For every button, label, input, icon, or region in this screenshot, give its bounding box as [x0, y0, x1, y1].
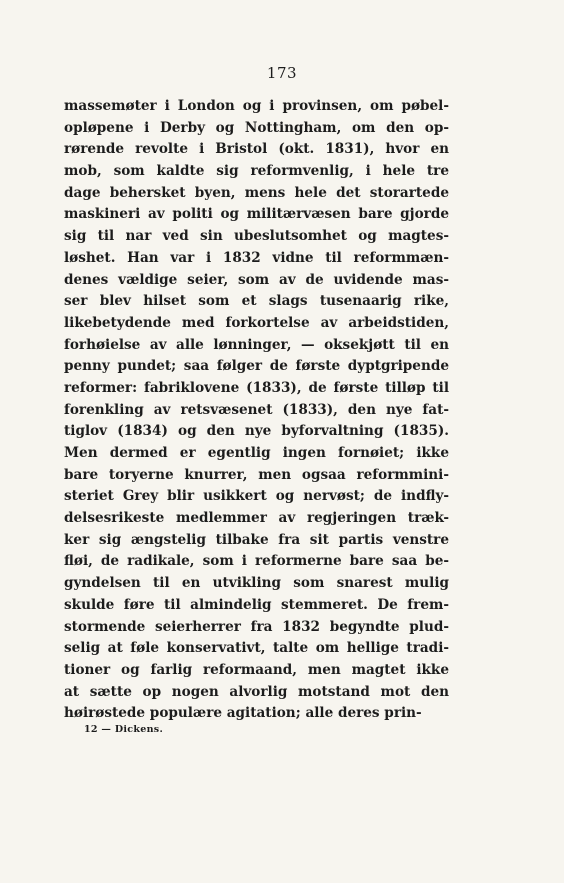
text-line: massemøter i London og i provinsen, om pøbel-	[64, 98, 449, 114]
text-line: mob, som kaldte sig reformvenlig, i hele tre	[64, 163, 449, 180]
text-line: delsesrikeste medlemmer av regjeringen træk-	[64, 510, 449, 527]
body-text	[64, 96, 449, 725]
text-line: likebetydende med forkortelse av arbeidstiden,	[64, 314, 449, 331]
text-line: at sætte op nogen alvorlig motstand mot den	[64, 683, 449, 700]
text-line: reformer: fabriklovene (1833), de første tilløp til	[64, 379, 449, 396]
page-number: 173	[266, 64, 298, 82]
text-line: tiglov (1834) og den nye byforvaltning (1835).	[64, 423, 449, 440]
text-line: tioner og farlig reformaand, men magtet ikke	[64, 661, 449, 678]
text-line: selig at føle konservativt, talte om hellige tradi-	[64, 640, 449, 657]
footer-signature: 12 — Dickens.	[84, 724, 164, 735]
text-line: denes vældige seier, som av de uvidende mas-	[64, 271, 449, 288]
text-line: forhøielse av alle lønninger, — oksekjøtt til en	[64, 336, 449, 353]
text-line: gyndelsen til en utvikling som snarest mulig	[64, 575, 449, 592]
text-line: stormende seierherrer fra 1832 begyndte plud-	[64, 618, 449, 635]
text-line: høirøstede populære agitation; alle deres prin-	[64, 705, 422, 722]
text-line: ser blev hilset som et slags tusenaarig rike,	[64, 293, 449, 310]
text-line: forenkling av retsvæsenet (1833), den nye fat-	[64, 401, 449, 418]
text-line: rørende revolte i Bristol (okt. 1831), hvor en	[64, 141, 449, 158]
text-line: steriet Grey blir usikkert og nervøst; de indfly-	[64, 488, 449, 505]
text-line: Men dermed er egentlig ingen fornøiet; ikke	[64, 445, 449, 461]
text-line: fløi, de radikale, som i reformerne bare saa be-	[64, 553, 449, 570]
text-line: dage behersket byen, mens hele det storartede	[64, 184, 449, 201]
text-line: skulde føre til almindelig stemmeret. De frem-	[64, 596, 449, 613]
text-line: sig til nar ved sin ubeslutsomhet og magtes-	[64, 228, 449, 245]
text-line: opløpene i Derby og Nottingham, om den op-	[64, 119, 449, 136]
text-line: maskineri av politi og militærvæsen bare gjorde	[64, 206, 449, 223]
text-line: løshet. Han var i 1832 vidne til reformmæn-	[64, 249, 449, 266]
text-line: penny pundet; saa følger de første dyptgripende	[64, 358, 449, 375]
text-line: ker sig ængstelig tilbake fra sit partis venstre	[64, 531, 449, 548]
text-line: bare toryerne knurrer, men ogsaa reformmini-	[64, 466, 449, 483]
